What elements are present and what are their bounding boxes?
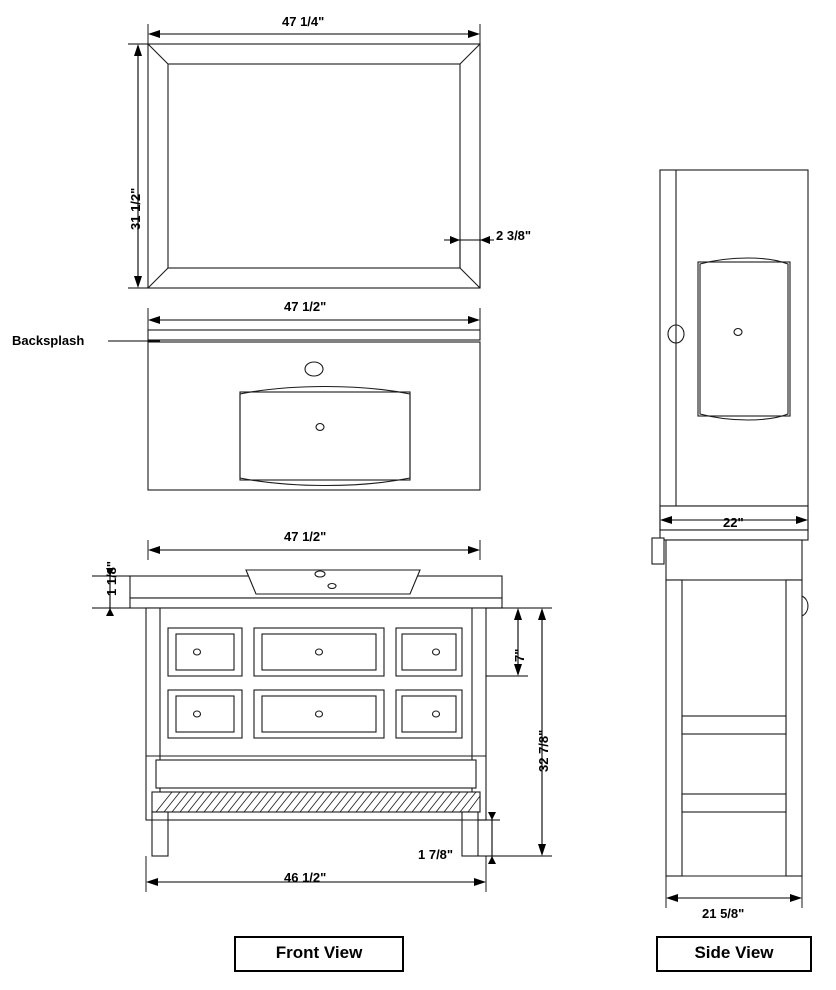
dim-label-counter-thickness: 1 1/8" <box>104 560 119 596</box>
dim-drawer-height <box>486 608 528 676</box>
view-caption-side: Side View <box>656 936 812 972</box>
dim-label-drawer-height: 7" <box>512 648 527 662</box>
dim-label-counter-width: 47 1/2" <box>284 529 327 544</box>
dim-label-mirror-width: 47 1/4" <box>282 14 325 29</box>
dim-label-leg-height: 1 7/8" <box>418 847 454 862</box>
dim-label-mirror-frame: 2 3/8" <box>496 228 532 243</box>
mirror-outline <box>148 44 480 288</box>
callout-backsplash: Backsplash <box>12 333 85 348</box>
dim-label-cabinet-width: 46 1/2" <box>284 870 327 885</box>
view-caption-front: Front View <box>234 936 404 972</box>
dim-side-base-depth <box>666 876 802 908</box>
dim-label-side-base-depth: 21 5/8" <box>702 906 745 921</box>
slatted-shelf <box>152 792 480 812</box>
dim-label-cabinet-height: 32 7/8" <box>536 729 551 772</box>
countertop-top-view <box>148 330 480 490</box>
vanity-front-view <box>130 570 502 856</box>
dim-leg-height <box>478 812 500 864</box>
dim-mirror-height <box>128 44 148 288</box>
dim-label-side-depth: 22" <box>723 515 744 530</box>
dim-label-mirror-height: 31 1/2" <box>128 187 143 230</box>
dim-label-top-width: 47 1/2" <box>284 299 327 314</box>
